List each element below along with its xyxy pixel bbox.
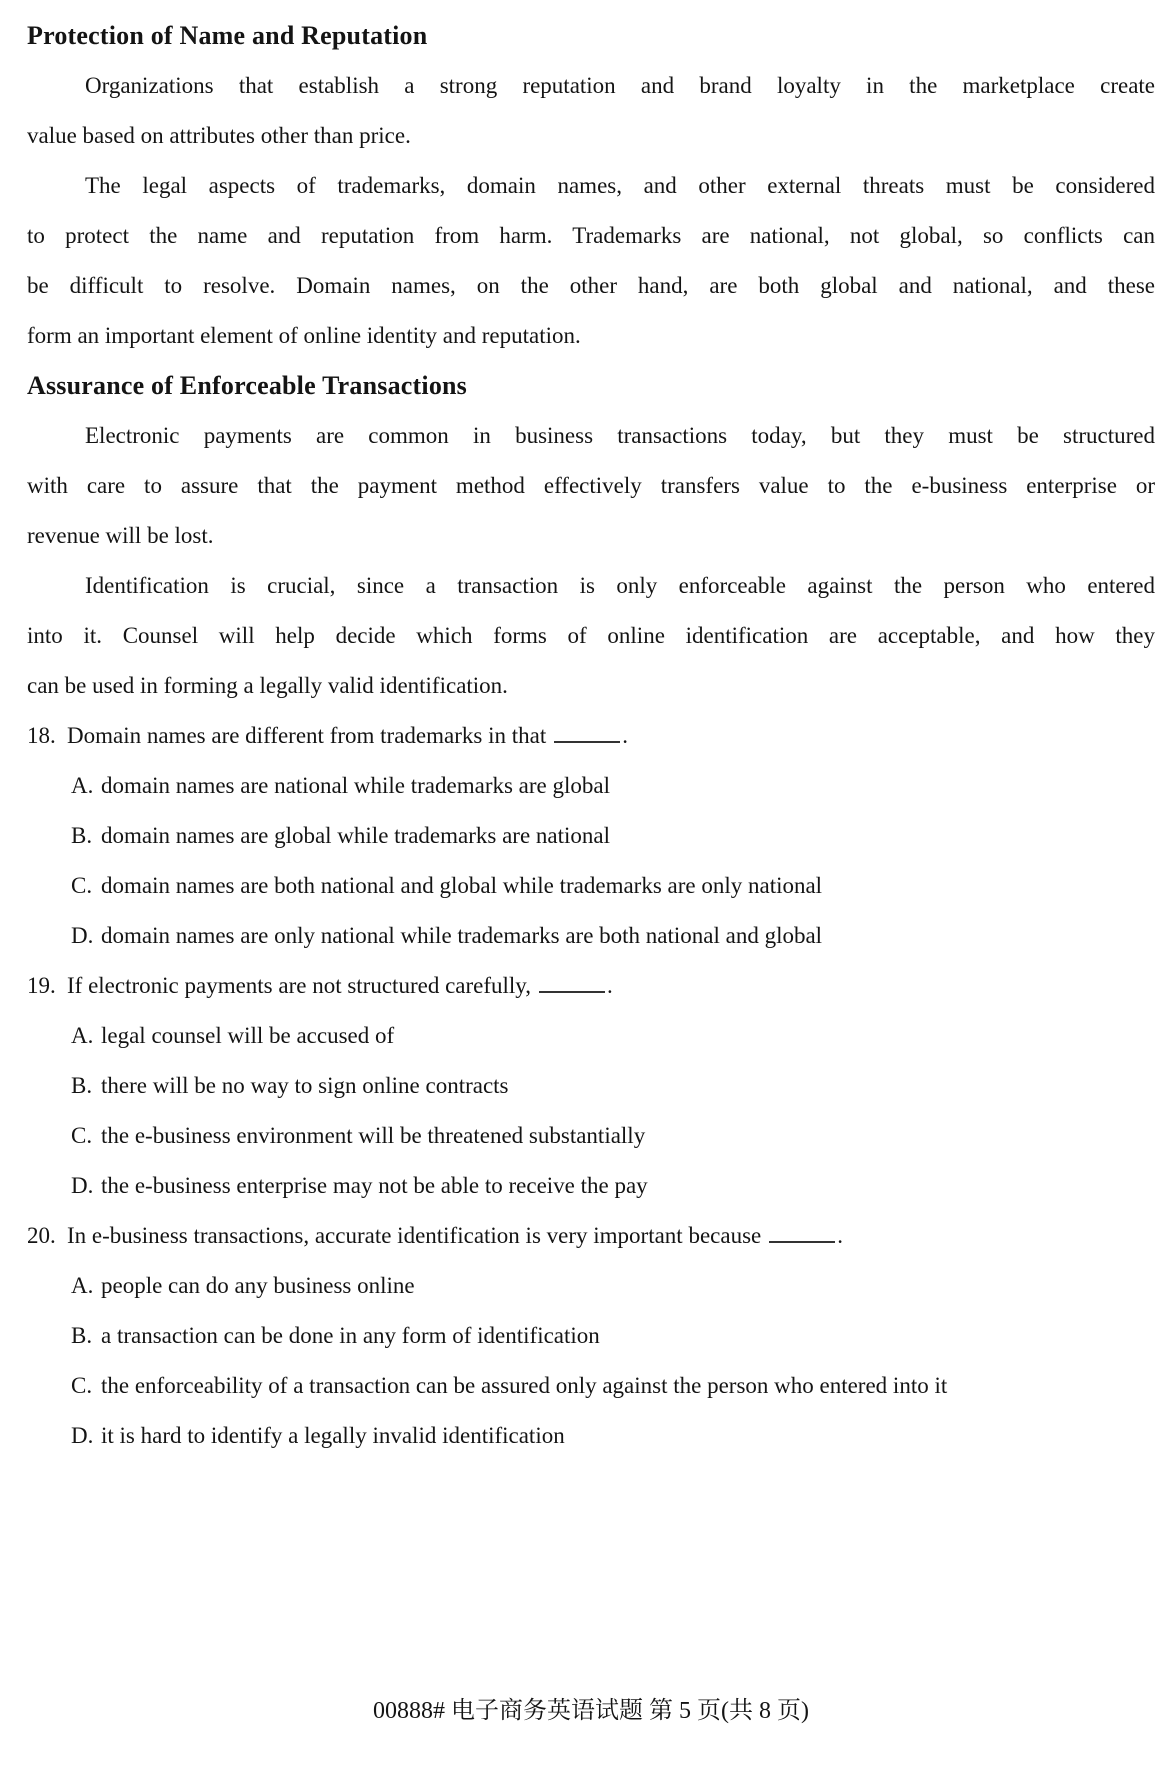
answer-option (27, 1411, 1155, 1461)
stem-period: . (837, 1223, 843, 1248)
option-text: the e-business environment will be threatened substantially (101, 1123, 646, 1148)
question-stem: In e-business transactions, accurate identification is very important because (67, 1223, 762, 1248)
option-text: domain names are both national and global while trademarks are only national (101, 873, 823, 898)
paragraph-line: to protect the name and reputation from harm. Trademarks are national, not global, so conflicts can (27, 223, 1155, 248)
option-label: B. (71, 1323, 93, 1348)
question-stem-line (27, 961, 1155, 1011)
question-number: 18. (27, 723, 56, 748)
question-stem: Domain names are different from trademarks in that (67, 723, 547, 748)
paragraph-line: into it. Counsel will help decide which forms of online identification are acceptable, and how they (27, 623, 1155, 648)
option-text: legal counsel will be accused of (101, 1023, 395, 1048)
answer-blank (554, 724, 620, 743)
question-stem-line (27, 711, 1155, 761)
answer-option (27, 1011, 1155, 1061)
option-label: A. (71, 1023, 94, 1048)
option-label: B. (71, 823, 93, 848)
option-text: the enforceability of a transaction can be assured only against the person who entered into it (101, 1373, 948, 1398)
question-number: 19. (27, 973, 56, 998)
stem-period: . (622, 723, 628, 748)
option-label: C. (71, 1373, 93, 1398)
answer-option (27, 1061, 1155, 1111)
paragraph-line: Identification is crucial, since a transaction is only enforceable against the person who entered (85, 573, 1155, 598)
page-footer: 00888# 电子商务英语试题 第 5 页(共 8 页) (373, 1698, 809, 1724)
paragraph-line: Organizations that establish a strong reputation and brand loyalty in the marketplace create (85, 73, 1155, 98)
answer-blank (769, 1224, 835, 1243)
option-text: domain names are only national while trademarks are both national and global (101, 923, 823, 948)
paragraph-line: Electronic payments are common in business transactions today, but they must be structured (85, 423, 1155, 448)
option-text: there will be no way to sign online contracts (101, 1073, 509, 1098)
paragraph-line: revenue will be lost. (27, 523, 214, 548)
section-heading: Assurance of Enforceable Transactions (27, 371, 468, 400)
option-label: B. (71, 1073, 93, 1098)
option-label: C. (71, 1123, 93, 1148)
answer-option (27, 1361, 1155, 1411)
answer-option (27, 1161, 1155, 1211)
answer-option (27, 1311, 1155, 1361)
answer-option (27, 811, 1155, 861)
option-text: domain names are national while trademarks are global (101, 773, 610, 798)
paragraph-line: value based on attributes other than price. (27, 123, 411, 148)
paragraph-line: form an important element of online identity and reputation. (27, 323, 581, 348)
question-stem-line (27, 1211, 1155, 1261)
paragraph-line: can be used in forming a legally valid identification. (27, 673, 508, 698)
option-text: the e-business enterprise may not be able to receive the pay (101, 1173, 648, 1198)
answer-option (27, 761, 1155, 811)
option-text: people can do any business online (101, 1273, 415, 1298)
option-text: domain names are global while trademarks are national (101, 823, 610, 848)
option-text: it is hard to identify a legally invalid identification (101, 1423, 565, 1448)
option-label: C. (71, 873, 93, 898)
answer-blank (539, 974, 605, 993)
paragraph-line: be difficult to resolve. Domain names, on the other hand, are both global and national, and these (27, 273, 1155, 298)
answer-option (27, 1111, 1155, 1161)
option-label: A. (71, 1273, 94, 1298)
stem-period: . (607, 973, 613, 998)
option-label: D. (71, 923, 94, 948)
option-label: D. (71, 1423, 94, 1448)
question-stem: If electronic payments are not structured carefully, (67, 973, 532, 998)
document-body (27, 11, 1155, 1461)
paragraph-line: The legal aspects of trademarks, domain names, and other external threats must be considered (85, 173, 1155, 198)
paragraph-line: with care to assure that the payment method effectively transfers value to the e-business enterprise or (27, 473, 1155, 498)
answer-option (27, 1261, 1155, 1311)
answer-option (27, 861, 1155, 911)
option-text: a transaction can be done in any form of identification (101, 1323, 600, 1348)
option-label: D. (71, 1173, 94, 1198)
section-heading: Protection of Name and Reputation (27, 21, 428, 50)
answer-option (27, 911, 1155, 961)
question-number: 20. (27, 1223, 56, 1248)
option-label: A. (71, 773, 94, 798)
